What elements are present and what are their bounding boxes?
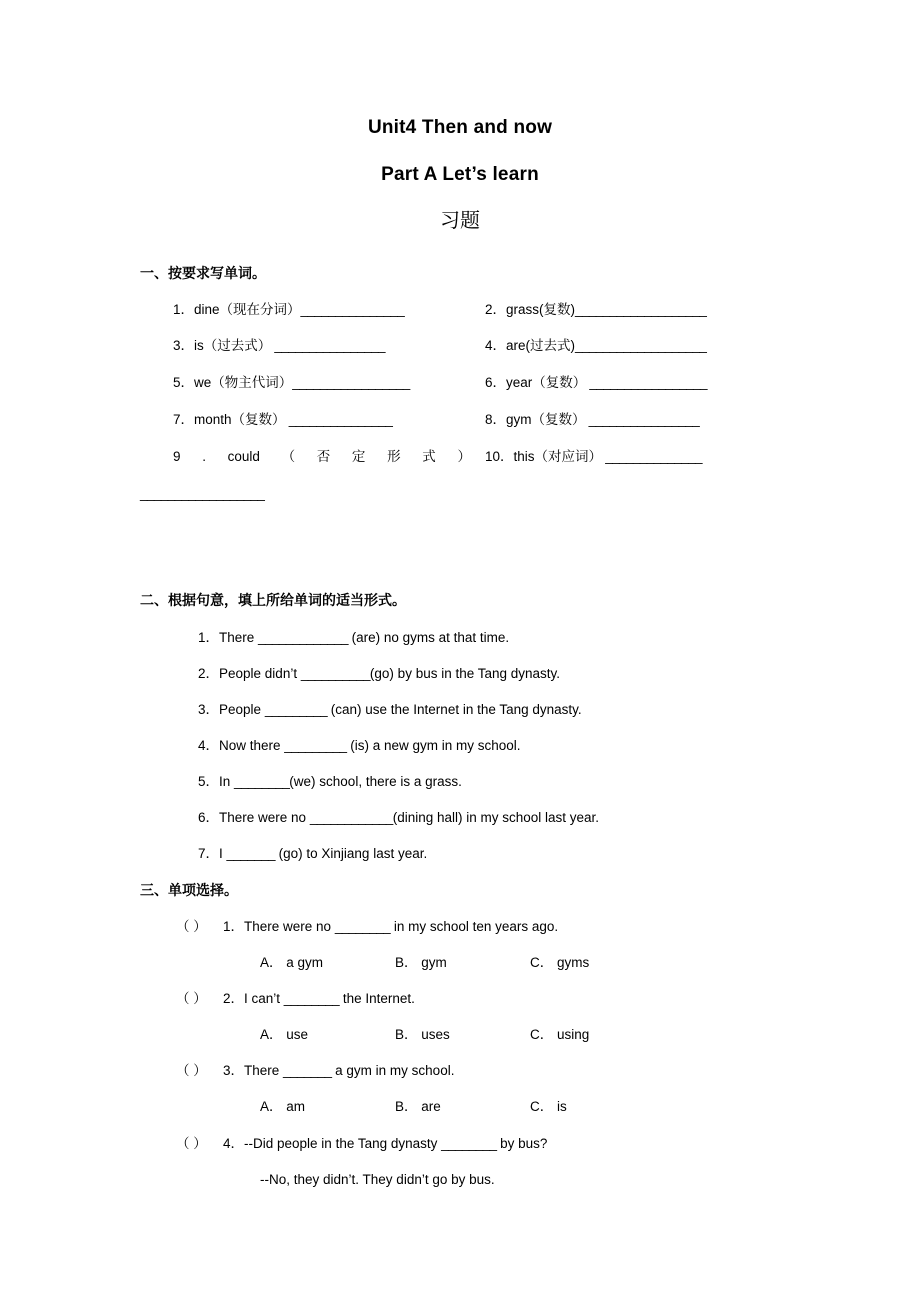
answer-blank[interactable]: ___________________ [575,338,707,353]
page-subtitle: Part A Let’s learn [381,164,539,185]
item-word: year [506,375,533,390]
section2-item-7 [198,847,427,861]
sentence-after: in my school ten years ago. [390,919,559,934]
sentence-after: a gym in my school. [331,1063,455,1078]
item-word: is [194,338,204,353]
sentence-after: (we) school, there is a grass. [289,774,462,789]
sentence-after: (dining hall) in my school last year. [392,810,600,825]
sentence-after: (can) use the Internet in the Tang dynasty. [327,702,582,717]
answer-blank[interactable]: ________ [441,1136,497,1151]
section1-item-7 [173,413,392,427]
section3-question-4-continuation: --No, they didn’t. They didn’t go by bus. [260,1172,495,1187]
answer-blank[interactable]: __________ [300,666,370,681]
answer-blank[interactable]: _______________ [300,302,405,317]
option-b[interactable]: B． uses [395,1027,450,1042]
option-b[interactable]: B． gym [395,955,447,970]
section3-question-2-options [260,1028,589,1042]
section1-item-9-answer-blank[interactable]: __________________ [140,486,265,501]
answer-blank[interactable]: ________________ [585,412,700,427]
hint-paren-open: （ [281,449,296,464]
answer-blank[interactable]: _____________ [258,630,348,645]
item-number: 6． [485,375,507,390]
answer-blank[interactable]: ________ [234,774,290,789]
section2-item-5 [198,775,462,789]
section2-item-3 [198,703,582,717]
item-number: 6． [198,810,220,825]
item-word: month [194,412,232,427]
sentence-before: I [219,846,227,861]
answer-blank[interactable]: ________________ [271,338,385,353]
section1-item-2 [485,303,706,317]
answer-blank[interactable]: ___________________ [575,302,707,317]
sentence-after: by bus? [496,1136,548,1151]
section3-question-1-options [260,956,589,970]
item-number: 9 [173,449,181,464]
sentence-before: Now there [219,738,285,753]
item-hint: （复数） [532,375,587,390]
item-number: 1． [198,630,220,645]
title-block [0,118,920,231]
item-hint: （物主代词） [211,375,293,390]
item-word: gym [506,412,532,427]
answer-blank[interactable]: _________ [284,738,347,753]
answer-blank[interactable]: _______________ [285,412,393,427]
option-b[interactable]: B． are [395,1099,441,1114]
section-3-heading: 三、单项选择。 [140,882,238,898]
section2-item-4 [198,739,521,753]
section1-item-1 [173,303,404,317]
item-word: this [513,449,535,464]
item-number: 1． [223,919,245,934]
item-number: 7． [173,412,195,427]
answer-blank[interactable]: _______ [283,1063,332,1078]
item-number: 2． [198,666,220,681]
item-number: 1． [173,302,195,317]
answer-bracket[interactable]: （ ） [176,1063,207,1078]
item-number: 8． [485,412,507,427]
item-number-dot: . [202,449,206,464]
answer-blank[interactable]: _________________ [292,375,410,390]
option-c[interactable]: C． gyms [530,955,590,970]
item-hint: （对应词） [534,449,603,464]
section2-item-6 [198,811,599,825]
sentence-after: (go) to Xinjiang last year. [274,846,428,861]
answer-blank[interactable]: _________________ [586,375,707,390]
answer-bracket[interactable]: （ ） [176,991,207,1006]
item-word: dine [194,302,220,317]
section3-question-3-options [260,1100,567,1114]
sentence-after: (is) a new gym in my school. [346,738,521,753]
answer-blank[interactable]: ____________ [309,810,393,825]
hint-char-2: 定 [351,449,366,464]
answer-blank[interactable]: ________ [334,919,391,934]
option-c[interactable]: C． using [530,1027,590,1042]
item-number: 2． [485,302,507,317]
item-hint: （复数） [231,412,286,427]
sentence-before: --Did people in the Tang dynasty [244,1136,442,1151]
answer-bracket[interactable]: （ ） [176,919,207,934]
item-hint: （现在分词） [219,302,301,317]
item-number: 3． [198,702,220,717]
answer-bracket[interactable]: （ ） [176,1136,207,1151]
hint-char-3: 形 [387,449,401,464]
sentence-before: There [219,630,259,645]
hint-char-4: 式 [422,449,436,464]
item-number: 7． [198,846,220,861]
item-number: 3． [223,1063,245,1078]
item-number: 4． [485,338,507,353]
page-cn-title: 习题 [440,210,480,232]
sentence-before: People [219,702,265,717]
page-title: Unit4 Then and now [367,117,553,138]
sentence-before: There were no [219,810,310,825]
section1-item-4 [485,339,706,353]
item-number: 4． [223,1136,245,1151]
sentence-before: I can’t [244,991,284,1006]
item-hint: （过去式） [203,338,272,353]
item-word: we [194,375,212,390]
option-a[interactable]: A． use [260,1027,309,1042]
section-1-heading: 一、按要求写单词。 [140,265,266,281]
item-number: 10． [485,449,514,464]
section3-question-1 [176,920,558,934]
hint-paren-close: ） [457,449,471,464]
section1-item-5 [173,376,410,390]
item-number: 5． [198,774,220,789]
item-number: 5． [173,375,195,390]
option-a[interactable]: A． am [260,1099,306,1114]
item-word: could [227,449,260,464]
answer-blank[interactable]: ________ [283,991,340,1006]
item-word: are [506,338,526,353]
sentence-after: the Internet. [339,991,415,1006]
answer-blank[interactable]: _________ [264,702,327,717]
item-hint: (复数) [539,302,576,317]
section1-item-3 [173,339,385,353]
hint-char-1: 否 [316,449,331,464]
option-c[interactable]: C． is [530,1099,567,1114]
item-number: 2． [223,991,245,1006]
section1-item-8 [485,413,699,427]
section3-question-2 [176,992,415,1006]
section3-question-3 [176,1064,454,1078]
section1-item-10 [485,450,702,464]
sentence-before: There were no [244,919,335,934]
item-hint: （复数） [531,412,586,427]
item-word: grass [506,302,540,317]
item-number: 4． [198,738,220,753]
sentence-after: (are) no gyms at that time. [347,630,510,645]
option-a[interactable]: A． a gym [260,955,324,970]
section1-item-6 [485,376,707,390]
section1-item-9 [173,450,471,464]
section2-item-2 [198,667,560,681]
sentence-before: In [219,774,235,789]
section-2-heading: 二、根据句意，填上所给单词的适当形式。 [140,592,406,608]
item-number: 3． [173,338,195,353]
section2-item-1 [198,631,509,645]
answer-blank[interactable]: _______ [226,846,275,861]
item-hint: (过去式) [525,338,576,353]
sentence-before: People didn’t [219,666,301,681]
section3-question-4 [176,1137,547,1151]
answer-blank[interactable]: ______________ [602,449,702,464]
sentence-after: (go) by bus in the Tang dynasty. [369,666,561,681]
sentence-before: There [244,1063,284,1078]
